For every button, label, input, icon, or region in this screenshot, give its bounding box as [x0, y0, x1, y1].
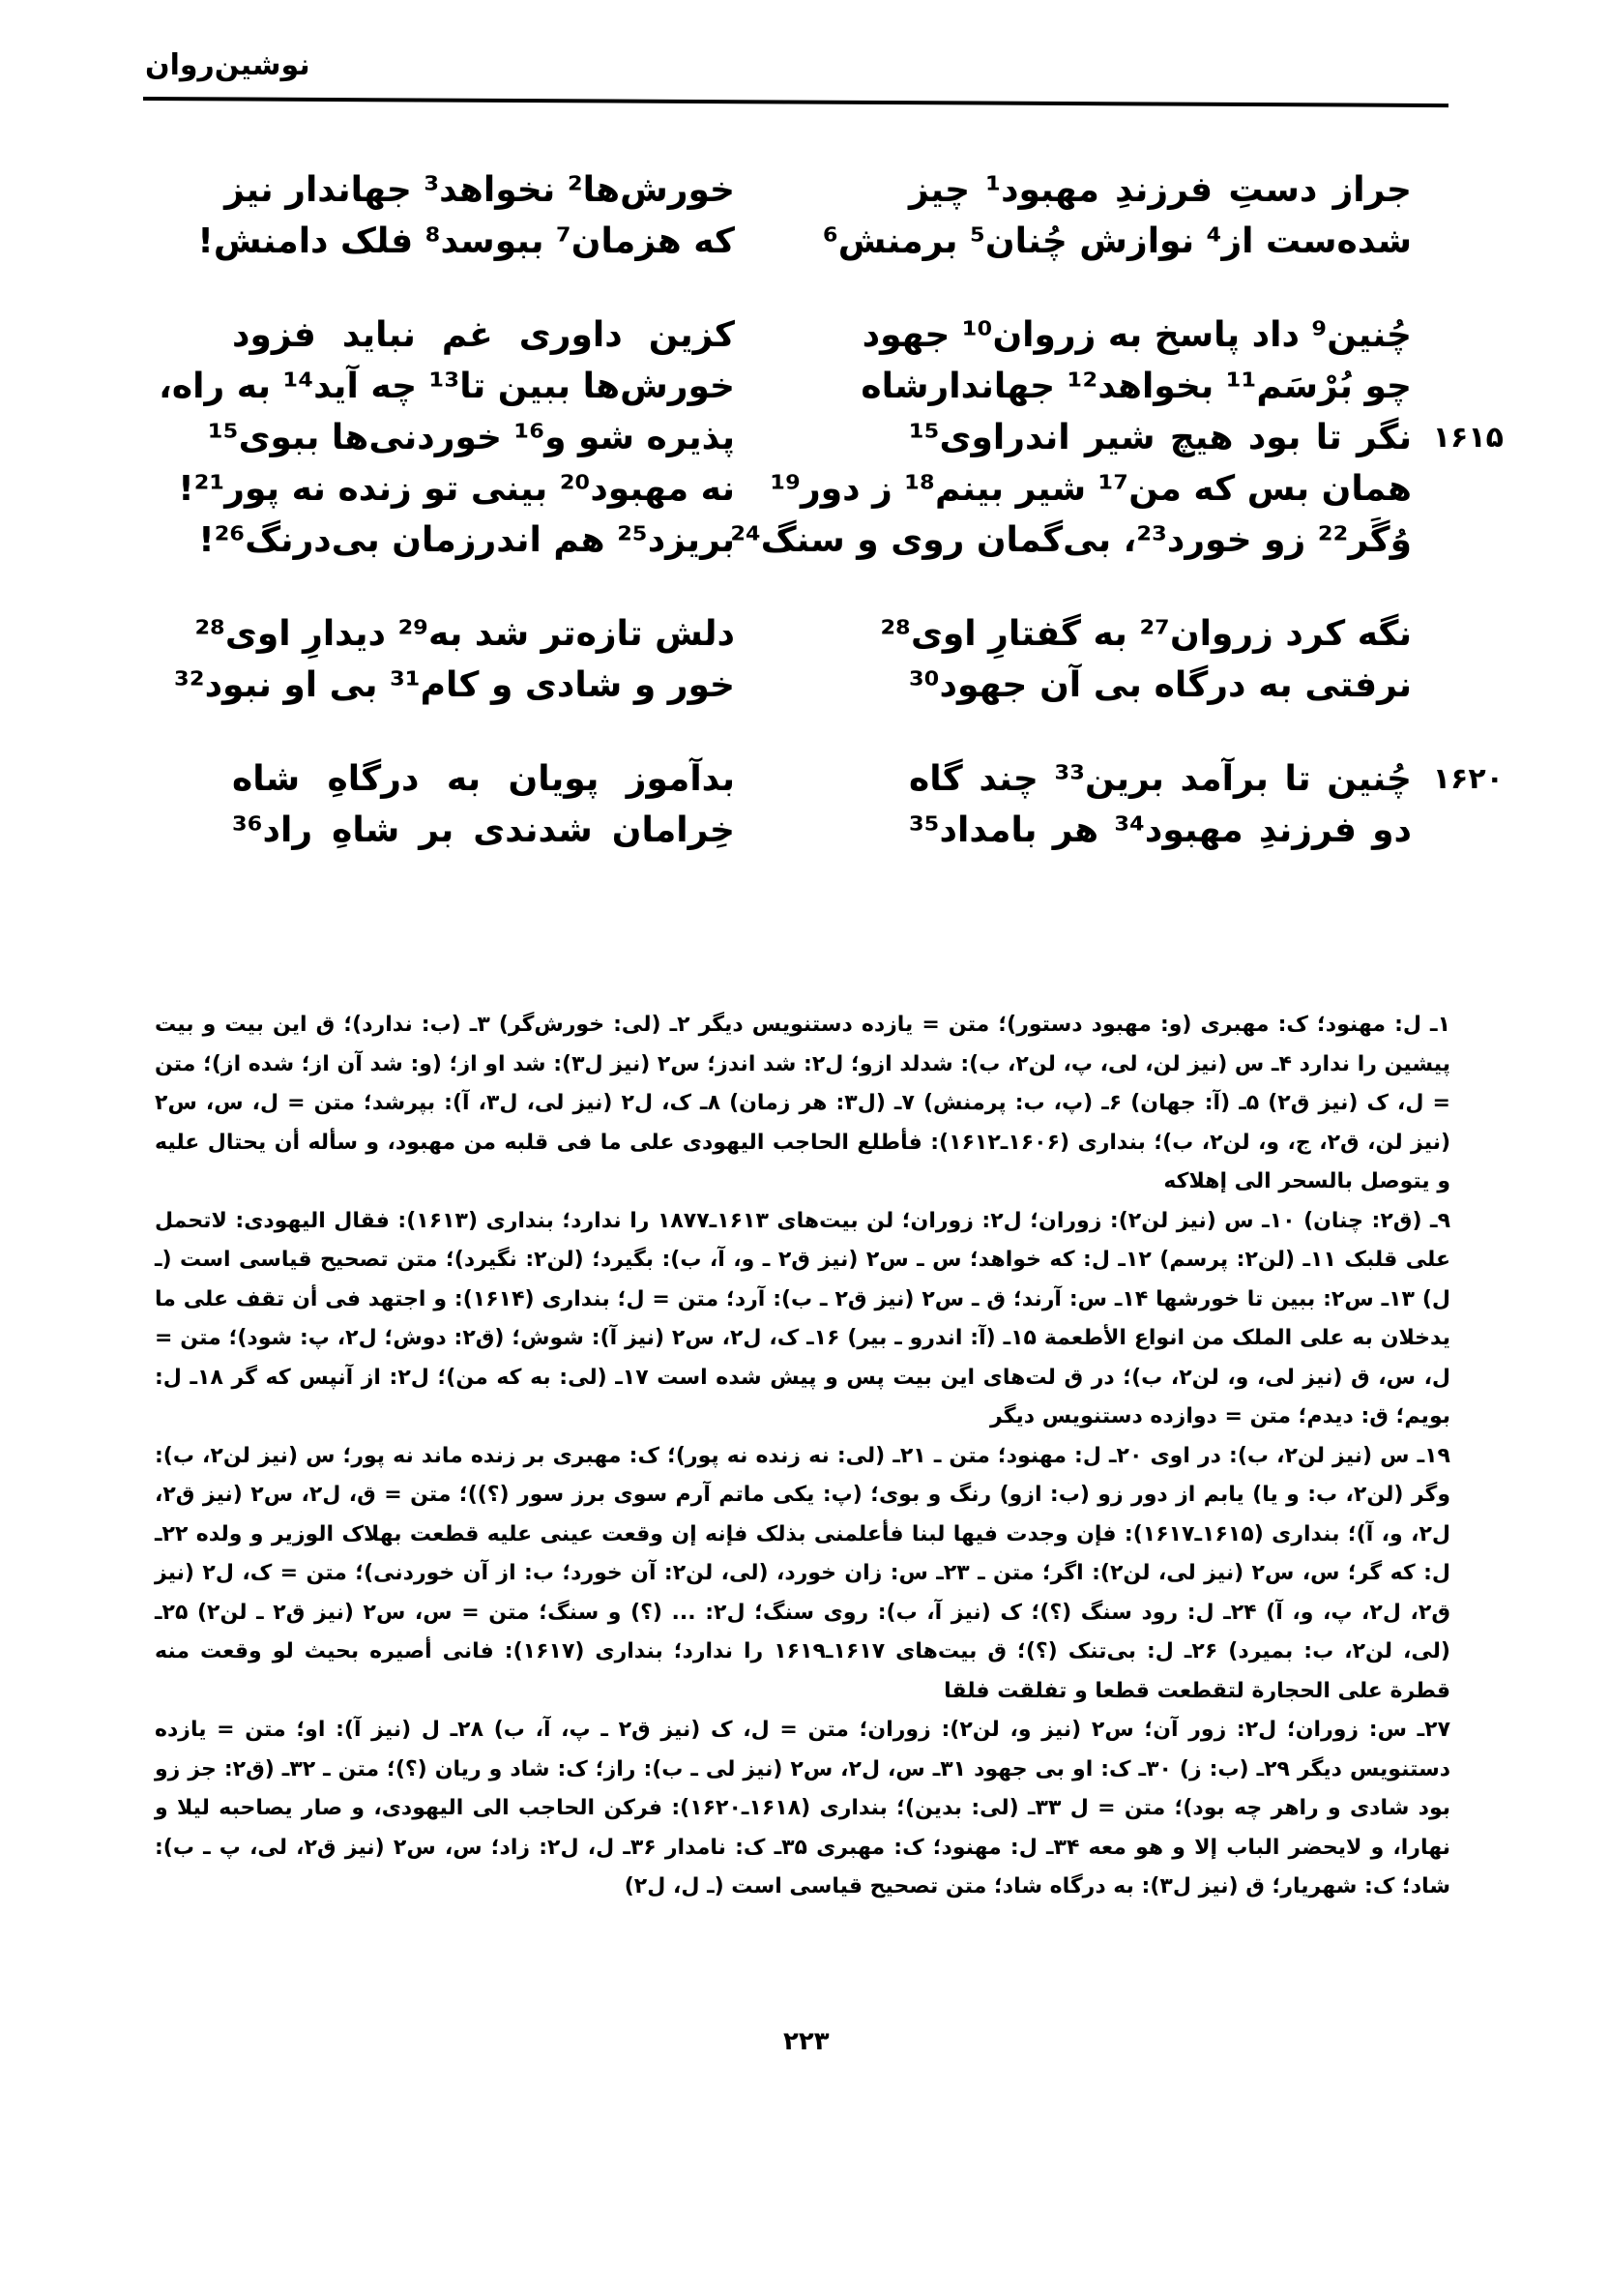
footnote-paragraph: ۱۹ـ س (نیز لن۲، ب): در اوی ۲۰ـ ل: مهنود؛ متن ـ ۲۱ـ (لی: نه زنده نه پور)؛ ک: مهبری بر زنده ماند نه پور؛ س (نیز لن۲، ب): وگر (لن۲، ب: و یا) یابم از دور زو (ب: ازو) رنگ و بوی؛ (پ: یکی ماتم آرم سوی برز سور (؟))؛ متن = ق، ل۲، س۲ (نیز ق۲، ل۲، و، آ)؛ بنداری (۱۶۱۵ـ۱۶۱۷): فإن وجدت فیها لبنا فأعلمنی بذلک فإنه إن وقعت عینی علیه قطعت بهلاک الوزیر و ولده ۲۲ـ ل: که گر؛ س، س۲ (نیز لی، لن۲): اگر؛ متن ـ ۲۳ـ س: زان خورد، (لی، لن۲: آن خورد؛ ب: از آن خوردنی)؛ متن = ک، ل۲ (نیز ق۲، ل۲، پ، و، آ) ۲۴ـ ل: رود سنگ (؟)؛ ک (نیز آ، ب): روی سنگ؛ ل۲: ... (؟) و سنگ؛ متن = س، س۲ (نیز ق۲ ـ لن۲) ۲۵ـ (لی، لن۲، ب: بمیرد) ۲۶ـ ل: بی‌تنک (؟)؛ ق بیت‌های ۱۶۱۷ـ۱۶۱۹ را ندارد؛ بنداری (۱۶۱۷): فانی أصیره بحیث لو وقعت منه قطرة علی الحجارة لتقطعت قطعا و تفلقت فلقا	[155, 1443, 1451, 1703]
verse-line	[909, 753, 1504, 805]
verse-line: نگه کرد زروان²⁷ به گفتارِ اوی²⁸	[880, 614, 1412, 654]
verse-line: دلش تازه‌تر شد به²⁹ دیدارِ اوی²⁸	[194, 614, 735, 654]
verse-line: جراز دستِ فرزندِ مهبود¹ چیز	[909, 170, 1412, 210]
verse-line: خِرامان شدندی بر شاهِ راد³⁶	[232, 810, 735, 850]
verse-text: چُنین تا برآمد برین³³ چند گاه	[909, 759, 1412, 799]
footnote-paragraph: ۱ـ ل: مهنود؛ ک: مهبری (و: مهبود دستور)؛ متن = یازده دستنویس دیگر ۲ـ (لی: خورش‌گر) ۳ـ (ب: ندارد)؛ ق این بیت و بیت پیشین را ندارد ۴ـ س (نیز لن، لی، پ، لن۲، ب): شدلد ازو؛ ل۲: شد اندز؛ س۲ (نیز ل۳): شد او از؛ (و: شد آن از؛ شده از)؛ متن = ل، ک (نیز ق۲) ۵ـ (آ: جهان) ۶ـ (پ، ب: پرمنش) ۷ـ (ل۳: هر زمان) ۸ـ ک، ل۲ (نیز لی، ل۳، آ): بپرشد؛ متن = ل، س، س۲ (نیز لن، ق۲، ج، و، لن۲، ب)؛ بنداری (۱۶۰۶ـ۱۶۱۲): فأطلع الحاجب الیهودی علی ما فی قلبه من مهبود، و سأله أن یحتال علیه و یتوصل بالسحر الی إهلاکه	[155, 1013, 1451, 1193]
verse-line: بدآموز پویان به درگاهِ شاه	[232, 759, 735, 799]
running-header-title: نوشین‌روان	[145, 48, 310, 82]
header-rule	[143, 97, 1448, 107]
verse-line: همان بس که من¹⁷ شیر بینم¹⁸ ز دور¹⁹	[770, 469, 1412, 509]
stanza-4	[232, 753, 1504, 856]
stanza-1	[197, 164, 1412, 267]
verse-line: شده‌ست از⁴ نوازش چُنان⁵ برمنش⁶	[822, 221, 1412, 261]
right-hemistichs	[909, 753, 1504, 856]
right-hemistichs	[880, 608, 1412, 711]
verse-line: خورش‌ها ببین تا¹³ چه آید¹⁴ به راه،	[159, 367, 735, 406]
left-hemistichs	[174, 608, 735, 711]
verse-line: چو بُرْسَم¹¹ بخواهد¹² جهاندارشاه	[861, 367, 1412, 406]
verse-number: ۱۶۱۵	[1432, 421, 1504, 455]
verse-line: نرفتی به درگاه بی آن جهود³⁰	[909, 665, 1412, 705]
right-hemistichs	[730, 309, 1504, 566]
footnote-paragraph: ۲۷ـ س: زوران؛ ل۲: زور آن؛ س۲ (نیز و، لن۲): زوران؛ متن = ل، ک (نیز ق۲ ـ پ، آ، ب) ۲۸ـ ل (نیز آ): او؛ متن = یازده دستنویس دیگر ۲۹ـ (ب: ز) ۳۰ـ ک: او بی جهود ۳۱ـ س، ل۲، س۲ (نیز لی ـ ب): راز؛ ک: شاد و ریان (؟)؛ متن ـ ۳۲ـ (ق۲: جز زو بود شادی و راهر چه بود)؛ متن = ل ۳۳ـ (لی: بدین)؛ بنداری (۱۶۱۸ـ۱۶۲۰): فرکن الحاجب الی الیهودی، و صار یصاحبه لیلا و نهارا، و لایحضر الباب إلا و هو معه ۳۴ـ ل: مهنود؛ ک: مهبری ۳۵ـ ک: نامدار ۳۶ـ ل، ل۲: زاد؛ س، س۲ (نیز ق۲، لی، پ ـ ب): شاد؛ ک: شهریار؛ ق (نیز ل۳): به درگاه شاد؛ متن تصحیح قیاسی است (ـ ل، ل۲)	[155, 1718, 1451, 1899]
verse-line: خور و شادی و کام³¹ بی او نبود³²	[174, 665, 735, 705]
verse-line: چُنین⁹ داد پاسخ به زروان¹⁰ جهود	[862, 315, 1412, 355]
verse-line: پذیره شو و¹⁶ خوردنی‌ها ببوی¹⁵	[208, 418, 735, 457]
page-number: ۲۲۳	[783, 2027, 830, 2056]
stanza-3	[174, 608, 1412, 711]
verse-number: ۱۶۲۰	[1432, 762, 1504, 796]
footnote-paragraph: ۹ـ (ق۲: چنان) ۱۰ـ س (نیز لن۲): زوران؛ ل۲: زوران؛ لن بیت‌های ۱۶۱۳ـ۱۸۷۷ را ندارد؛ بنداری (۱۶۱۳): فقال الیهودی: لاتحمل علی قلبک ۱۱ـ (لن۲: پرسم) ۱۲ـ ل: که خواهد؛ س ـ س۲ (نیز ق۲ ـ و، آ، ب): بگیرد؛ (لن۲: نگیرد)؛ متن تصحیح قیاسی است (ـ ل) ۱۳ـ س۲: ببین تا خورشها ۱۴ـ س: آرند؛ ق ـ س۲ (نیز ق۲ ـ ب): آرد؛ متن = ل؛ بنداری (۱۶۱۴): و اجتهد فی أن تقف علی ما یدخلان به علی الملک من انواع الأطعمة ۱۵ـ (آ: اندرو ـ بیر) ۱۶ـ ک، ل۲، س۲ (نیز آ): شوش؛ (ق۲: دوش؛ ل۲، پ: شود)؛ متن = ل، س، ق (نیز لی، و، لن۲، ب)؛ در ق لت‌های این بیت پس و پیش شده است ۱۷ـ (لی: به که من)؛ ل۲: از آنپس که گر ۱۸ـ ل: بویم؛ ق: دیدم؛ متن = دوازده دستنویس دیگر	[155, 1208, 1451, 1428]
verse-line	[909, 412, 1504, 463]
left-hemistichs	[232, 753, 735, 856]
right-hemistichs	[822, 164, 1412, 267]
verse-line: بریزد²⁵ هم اندرزمان بی‌درنگ²⁶!	[198, 520, 735, 560]
verse-line: خورش‌ها² نخواهد³ جهاندار نیز	[224, 170, 735, 210]
verse-line: کزین داوری غم نباید فزود	[232, 315, 735, 355]
footnotes	[155, 1006, 1450, 1907]
verse-line: وُگَر²² زو خورد²³، بی‌گمان روی و سنگ²⁴	[730, 520, 1412, 560]
verse-section	[159, 164, 1504, 898]
left-hemistichs	[197, 164, 735, 267]
stanza-2	[159, 309, 1504, 566]
left-hemistichs	[159, 309, 735, 566]
verse-line: که هزمان⁷ ببوسد⁸ فلک دامنش!	[197, 221, 735, 261]
verse-text: نگر تا بود هیچ شیر اندراوی¹⁵	[909, 418, 1412, 457]
verse-line: دو فرزندِ مهبود³⁴ هر بامداد³⁵	[909, 810, 1413, 850]
verse-line: نه مهبود²⁰ بینی تو زنده نه پور²¹!	[178, 469, 735, 509]
